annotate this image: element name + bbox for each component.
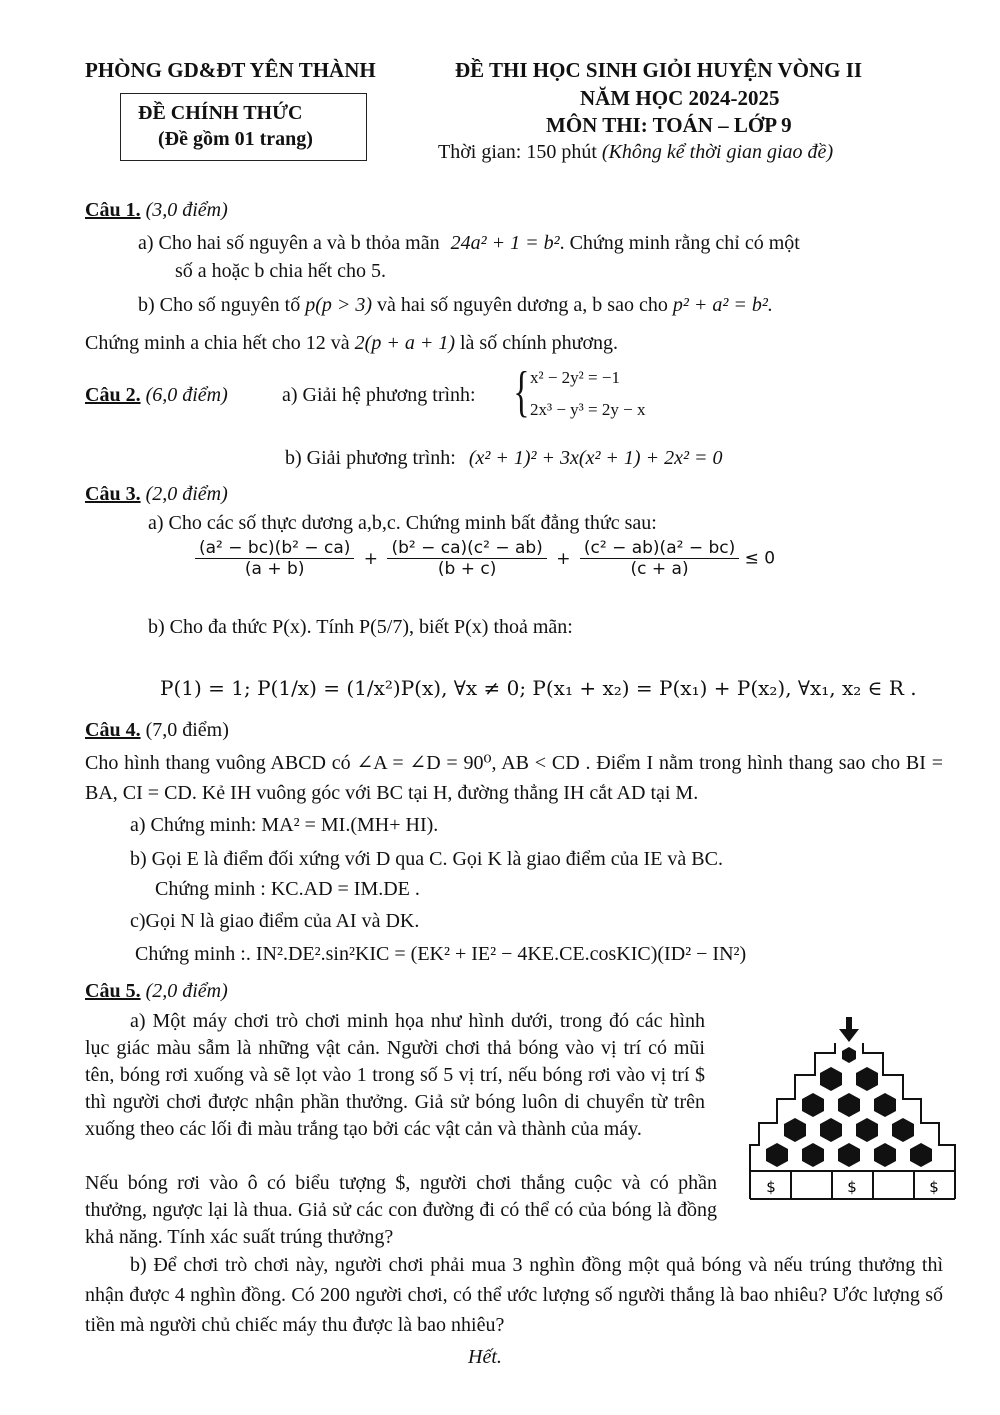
q4b-prove: Chứng minh : KC.AD = IM.DE . <box>155 878 420 900</box>
q1b-line2: Chứng minh a chia hết cho 12 và <box>85 332 350 354</box>
q4b: b) Gọi E là điểm đối xứng với D qua C. Gọi K là giao điểm của IE và BC. <box>130 848 723 870</box>
time-limit: Thời gian: 150 phút <box>438 141 597 163</box>
q3a-text: a) Cho các số thực dương a,b,c. Chứng minh bất đẳng thức sau: <box>148 512 657 534</box>
q2b-text: b) Giải phương trình: <box>285 447 456 469</box>
q4c-prove: Chứng minh :. IN².DE².sin²KIC = (EK² + IE² − 4KE.CE.cosKIC)(ID² − IN²) <box>135 943 747 965</box>
frac3-numerator: (c² − ab)(a² − bc) <box>580 538 739 559</box>
system-eq1: x² − 2y² = −1 <box>530 368 620 387</box>
q1b-equation: p² + a² = b². <box>672 294 773 316</box>
q1a-equation: 24a² + 1 = b² <box>450 232 560 254</box>
subject: MÔN THI: TOÁN – LỚP 9 <box>546 113 792 137</box>
exam-title: ĐỀ THI HỌC SINH GIỎI HUYỆN VÒNG II <box>455 58 863 82</box>
q1b-condition: p(p > 3) <box>305 294 373 316</box>
frac1-denominator: (a + b) <box>244 559 305 579</box>
game-machine-diagram <box>745 1015 960 1200</box>
q4-label: Câu 4. <box>85 719 141 741</box>
q5-label: Câu 5. <box>85 980 141 1002</box>
q1a-text: a) Cho hai số nguyên a và b thỏa mãn <box>138 232 440 254</box>
frac3-denominator: (c + a) <box>630 559 689 579</box>
prize-slot-5: $ <box>929 1178 939 1196</box>
q5b-paragraph: b) Để chơi trò chơi này, người chơi phải mua 3 nghìn đồng một quả bóng và nếu trúng thưởng thì nhận được 4 nghìn đồng. Có 200 người chơi, có thể ước lượng số người thắng là bao nhiêu? Ước lượng số tiền mà người chủ chiếc máy thu được là bao nhiêu? <box>85 1254 943 1336</box>
q1b-expression: 2(p + a + 1) <box>354 332 455 354</box>
q4a: a) Chứng minh: MA² = MI.(MH+ HI). <box>130 814 439 836</box>
department-title: PHÒNG GD&ĐT YÊN THÀNH <box>85 58 376 82</box>
q1b-text: b) Cho số nguyên tố <box>138 294 301 316</box>
machine-walls <box>750 1043 955 1199</box>
frac2-numerator: (b² − ca)(c² − ab) <box>387 538 546 559</box>
q1a-tail: . Chứng minh rằng chỉ có một <box>559 232 800 254</box>
q1b-mid: và hai số nguyên dương a, b sao cho <box>377 294 668 316</box>
q3-points: (2,0 điểm) <box>145 483 228 505</box>
inequality-tail: ≤ 0 <box>744 548 776 569</box>
q1b-tail: là số chính phương. <box>459 332 619 354</box>
q3b-text: b) Cho đa thức P(x). Tính P(5/7), biết P(x) thoả mãn: <box>148 616 573 638</box>
drop-arrow-icon <box>839 1017 859 1042</box>
q3-label: Câu 3. <box>85 483 141 505</box>
frac1-numerator: (a² − bc)(b² − ca) <box>195 538 354 559</box>
q5-points: (2,0 điểm) <box>145 980 228 1002</box>
q1a-line2: số a hoặc b chia hết cho 5. <box>175 260 387 282</box>
q5a-paragraph2: Nếu bóng rơi vào ô có biểu tượng $, người chơi thắng cuộc và có phần thưởng, ngược lại là thua. Giả sử các con đường đi có thể có của bóng là đồng khả năng. Tính xác suất trúng thưởng? <box>85 1172 717 1248</box>
q4-intro: Cho hình thang vuông ABCD có ∠A = ∠D = 90⁰, AB < CD . Điểm I nằm trong hình thang sao cho BI = BA, CI = CD. Kẻ IH vuông góc với BC tại H, đường thẳng IH cắt AD tại M. <box>85 752 943 804</box>
q5a-paragraph: a) Một máy chơi trò chơi minh họa như hình dưới, trong đó các hình lục giác màu sẫm là những vật cản. Người chơi thả bóng vào vị trí có mũi tên, bóng rơi xuống và sẽ lọt vào 1 trong số 5 vị trí, nếu bóng rơi vào vị trí $ thì người chơi được nhận phần thưởng. Giả sử bóng luôn di chuyển từ trên xuống theo các lối đi màu trắng tạo bởi các vật cản và thành của máy. <box>85 1010 705 1140</box>
school-year: NĂM HỌC 2024-2025 <box>580 86 780 110</box>
prize-slot-1: $ <box>766 1178 776 1196</box>
prize-slot-3: $ <box>847 1178 857 1196</box>
q2-label: Câu 2. <box>85 384 141 406</box>
end-mark: Hết. <box>468 1346 502 1368</box>
q2-points: (6,0 điểm) <box>145 384 228 406</box>
q4-points: (7,0 điểm) <box>145 719 229 741</box>
hexagon-obstacles <box>766 1047 932 1167</box>
q4c: c)Gọi N là giao điểm của AI và DK. <box>130 910 420 932</box>
q1-label: Câu 1. <box>85 199 141 221</box>
system-brace: { <box>513 361 530 423</box>
page-count: (Đề gồm 01 trang) <box>158 128 313 150</box>
q2b-equation: (x² + 1)² + 3x(x² + 1) + 2x² = 0 <box>468 447 723 469</box>
q2a-text: a) Giải hệ phương trình: <box>282 384 476 406</box>
system-eq2: 2x³ − y³ = 2y − x <box>530 400 646 419</box>
frac2-denominator: (b + c) <box>437 559 497 579</box>
q3b-conditions: P(1) = 1; P(1/x) = (1/x²)P(x), ∀x ≠ 0; P(x₁ + x₂) = P(x₁) + P(x₂), ∀x₁, x₂ ∈ R . <box>160 676 917 700</box>
q1-points: (3,0 điểm) <box>145 199 228 221</box>
time-note: (Không kể thời gian giao đề) <box>601 141 834 163</box>
official-label: ĐỀ CHÍNH THỨC <box>138 102 303 124</box>
